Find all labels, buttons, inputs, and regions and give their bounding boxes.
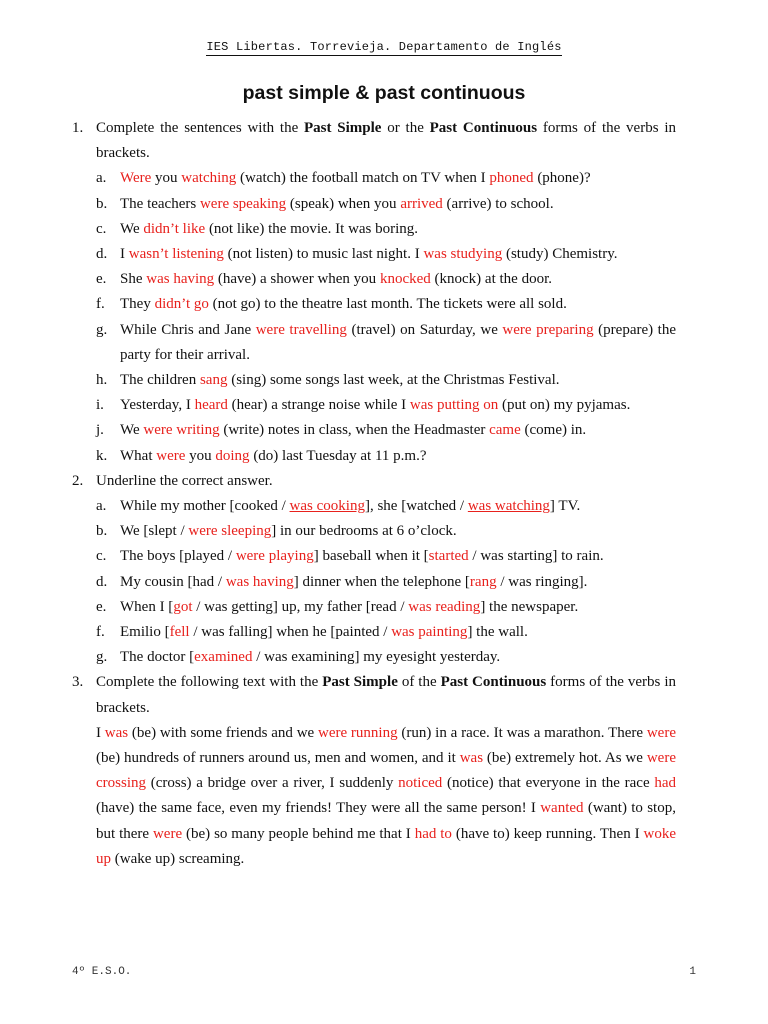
- answer-text: doing: [215, 447, 250, 464]
- sentence-text: (notice) that everyone in the race: [442, 775, 655, 792]
- answer-text: were writing: [143, 422, 220, 439]
- sentence-text: / was starting] to rain.: [468, 548, 604, 565]
- exercise-item: [96, 292, 676, 317]
- answer-text: woke up: [96, 825, 676, 867]
- answer-text: was: [459, 750, 484, 767]
- item-letter: g.: [96, 649, 108, 666]
- sentence-text: / was getting] up, my father [read /: [192, 598, 409, 615]
- instruction-text: or the: [381, 120, 430, 136]
- sentence-text: (be) hundreds of runners around us, men and women, and it: [96, 750, 460, 767]
- question-3-paragraph: [96, 721, 676, 872]
- item-sentence: [120, 519, 676, 544]
- item-sentence: [120, 595, 676, 620]
- sentence-text: ] in our bedrooms at 6 o’clock.: [271, 523, 457, 540]
- answer-text: knocked: [379, 271, 431, 288]
- item-sentence: [120, 620, 676, 645]
- sentence-text: (not listen) to music last night. I: [223, 246, 424, 263]
- answer-text: were: [152, 825, 183, 842]
- item-sentence: [120, 570, 676, 595]
- sentence-text: The children: [120, 372, 200, 389]
- sentence-text: ] the wall.: [467, 624, 528, 641]
- exercise-item: [96, 620, 676, 645]
- item-sentence: [120, 544, 676, 569]
- question-1: [72, 116, 676, 469]
- sentence-text: (be) extremely hot. As we: [483, 750, 647, 767]
- item-sentence: [120, 494, 676, 519]
- exercise-item: [96, 519, 676, 544]
- exercise-item: [96, 544, 676, 569]
- answer-text: didn’t like: [143, 220, 206, 237]
- answer-text: were crossing: [96, 750, 676, 792]
- sentence-text: (have) a shower when you: [214, 271, 380, 288]
- sentence-text: (run) in a race. It was a marathon. There: [397, 724, 647, 741]
- sentence-text: (knock) at the door.: [430, 271, 552, 288]
- answer-text: started: [428, 548, 469, 565]
- answer-text: were travelling: [255, 321, 347, 338]
- sentence-text: (hear) a strange noise while I: [227, 397, 410, 414]
- answer-text: were: [646, 724, 676, 741]
- sentence-text: (travel) on Saturday, we: [346, 321, 503, 338]
- item-sentence: [120, 393, 676, 418]
- item-letter: a.: [96, 170, 107, 187]
- item-letter: b.: [96, 523, 108, 540]
- sentence-text: / was ringing].: [496, 573, 588, 590]
- sentence-text: (speak) when you: [286, 195, 401, 212]
- item-sentence: [120, 242, 676, 267]
- header-text: IES Libertas. Torrevieja. Departamento de Inglés: [206, 40, 562, 54]
- sentence-text: ] baseball when it [: [313, 548, 429, 565]
- item-letter: d.: [96, 573, 108, 590]
- answer-text: was having: [146, 271, 215, 288]
- sentence-text: you: [185, 447, 216, 464]
- sentence-text: (not like) the movie. It was boring.: [205, 220, 419, 237]
- answer-text: were playing: [235, 548, 314, 565]
- exercise-item: [96, 217, 676, 242]
- worksheet-body: [72, 116, 676, 872]
- answer-text: had to: [414, 825, 452, 842]
- answer-text: was studying: [423, 246, 503, 263]
- footer-course: 4º E.S.O.: [72, 966, 132, 978]
- instruction-bold: Past Simple: [304, 120, 382, 136]
- sentence-text: (phone)?: [533, 170, 591, 187]
- exercise-item: [96, 368, 676, 393]
- sentence-text: While my mother [cooked /: [120, 498, 290, 515]
- sentence-text: (have to) keep running. Then I: [451, 825, 644, 842]
- sentence-text: (not go) to the theatre last month. The tickets were all sold.: [208, 296, 567, 313]
- sentence-text: (arrive) to school.: [442, 195, 554, 212]
- sentence-text: She: [120, 271, 147, 288]
- answer-text: was having: [225, 573, 294, 590]
- sentence-text: I: [120, 246, 129, 263]
- sentence-text: My cousin [had /: [120, 573, 226, 590]
- item-sentence: [120, 444, 676, 469]
- answer-text: arrived: [400, 195, 443, 212]
- sentence-text: (cross) a bridge over a river, I suddenly: [146, 775, 399, 792]
- exercise-item: [96, 393, 676, 418]
- page-header: [0, 40, 768, 54]
- exercise-item: [96, 494, 676, 519]
- exercise-item: [96, 444, 676, 469]
- question-1-items: [96, 166, 676, 468]
- sentence-text: ], she [watched /: [364, 498, 468, 515]
- item-sentence: [120, 368, 676, 393]
- sentence-text: (come) in.: [520, 422, 587, 439]
- exercise-item: [96, 418, 676, 443]
- item-letter: g.: [96, 321, 108, 338]
- item-sentence: [120, 318, 676, 368]
- item-letter: i.: [96, 397, 104, 414]
- sentence-text: They: [120, 296, 155, 313]
- worksheet-title: past simple & past continuous: [242, 82, 526, 104]
- sentence-text: Yesterday, I: [120, 397, 195, 414]
- exercise-item: [96, 595, 676, 620]
- item-letter: d.: [96, 246, 108, 263]
- item-letter: f.: [96, 624, 105, 641]
- answer-text: were running: [317, 724, 398, 741]
- sentence-text: ] dinner when the telephone [: [293, 573, 470, 590]
- item-sentence: [120, 217, 676, 242]
- sentence-text: The teachers: [120, 195, 200, 212]
- answer-text: rang: [469, 573, 497, 590]
- item-sentence: [120, 267, 676, 292]
- answer-text: examined: [194, 649, 253, 666]
- exercise-item: [96, 192, 676, 217]
- answer-text: were sleeping: [188, 523, 272, 540]
- item-sentence: [120, 192, 676, 217]
- item-sentence: [120, 292, 676, 317]
- answer-text: came: [489, 422, 521, 439]
- sentence-text: While Chris and Jane: [120, 321, 256, 338]
- sentence-text: / was examining] my eyesight yesterday.: [252, 649, 501, 666]
- item-letter: c.: [96, 548, 107, 565]
- sentence-text: (study) Chemistry.: [502, 246, 618, 263]
- instruction-text: Complete the following text with the: [96, 674, 323, 691]
- question-number: 2.: [72, 472, 84, 489]
- answer-text: was reading: [408, 598, 481, 615]
- item-letter: f.: [96, 296, 105, 313]
- question-2: [72, 469, 676, 671]
- sentence-text: We [slept /: [120, 523, 189, 540]
- item-sentence: [120, 166, 676, 191]
- answer-text: was putting on: [409, 397, 499, 414]
- sentence-text: (be) so many people behind me that I: [182, 825, 415, 842]
- question-3: [72, 670, 676, 872]
- answer-text: phoned: [489, 170, 534, 187]
- instruction-bold: Past Simple: [322, 674, 398, 691]
- question-number: 3.: [72, 674, 84, 691]
- sentence-text: (put on) my pyjamas.: [498, 397, 631, 414]
- instruction-bold: Past Continuous: [429, 120, 538, 136]
- item-letter: c.: [96, 220, 107, 237]
- exercise-item: [96, 166, 676, 191]
- page-footer: [72, 966, 696, 978]
- item-letter: h.: [96, 372, 108, 389]
- instruction-text: forms of the verbs in brackets.: [96, 674, 676, 716]
- question-3-instruction: [96, 670, 676, 720]
- item-sentence: [120, 418, 676, 443]
- answer-text: Were: [120, 170, 152, 187]
- answer-text: were: [156, 447, 186, 464]
- answer-text: had: [654, 775, 677, 792]
- answer-text: were preparing: [502, 321, 594, 338]
- sentence-text: (do) last Tuesday at 11 p.m.?: [249, 447, 427, 464]
- item-letter: b.: [96, 195, 108, 212]
- underlined-answer: was cooking: [289, 498, 365, 515]
- answer-text: noticed: [398, 775, 443, 792]
- sentence-text: you: [151, 170, 182, 187]
- instruction-text: forms of the verbs in brackets.: [96, 120, 676, 162]
- sentence-text: The doctor [: [120, 649, 195, 666]
- sentence-text: The boys [played /: [120, 548, 236, 565]
- question-1-instruction: [96, 116, 676, 166]
- answer-text: wanted: [540, 800, 584, 817]
- sentence-text: (want) to stop, but there: [96, 800, 676, 842]
- page-number: 1: [689, 966, 696, 978]
- answer-text: fell: [169, 624, 190, 641]
- exercise-item: [96, 645, 676, 670]
- question-number: 1.: [72, 120, 84, 136]
- sentence-text: What: [120, 447, 157, 464]
- exercise-item: [96, 267, 676, 292]
- answer-text: sang: [199, 372, 228, 389]
- sentence-text: We: [120, 220, 144, 237]
- answer-text: was painting: [391, 624, 468, 641]
- exercise-item: [96, 242, 676, 267]
- exercise-item: [96, 570, 676, 595]
- answer-text: was: [104, 724, 129, 741]
- answer-text: watching: [181, 170, 237, 187]
- instruction-text: of the: [397, 674, 441, 691]
- sentence-text: (write) notes in class, when the Headmaster: [219, 422, 490, 439]
- sentence-text: When I [: [120, 598, 174, 615]
- sentence-text: I: [96, 724, 105, 741]
- answer-text: wasn’t listening: [128, 246, 224, 263]
- sentence-text: ] the newspaper.: [480, 598, 579, 615]
- instruction-bold: Past Continuous: [440, 674, 547, 691]
- sentence-text: (wake up) screaming.: [111, 850, 245, 867]
- sentence-text: (be) with some friends and we: [128, 724, 318, 741]
- instruction-text: Complete the sentences with the: [96, 120, 305, 136]
- sentence-text: ] TV.: [549, 498, 581, 515]
- question-2-instruction: Underline the correct answer.: [96, 472, 273, 489]
- sentence-text: (sing) some songs last week, at the Christmas Festival.: [227, 372, 560, 389]
- item-letter: a.: [96, 498, 107, 515]
- item-letter: e.: [96, 598, 107, 615]
- answer-text: were speaking: [199, 195, 287, 212]
- sentence-text: (watch) the football match on TV when I: [236, 170, 490, 187]
- answer-text: heard: [194, 397, 228, 414]
- item-letter: k.: [96, 447, 108, 464]
- sentence-text: / was falling] when he [painted /: [189, 624, 392, 641]
- item-sentence: [120, 645, 676, 670]
- item-letter: j.: [96, 422, 104, 439]
- item-letter: e.: [96, 271, 107, 288]
- sentence-text: Emilio [: [120, 624, 170, 641]
- answer-text: didn’t go: [154, 296, 209, 313]
- answer-text: got: [173, 598, 193, 615]
- underlined-answer: was watching: [467, 498, 550, 515]
- sentence-text: (have) the same face, even my friends! They were all the same person! I: [96, 800, 541, 817]
- sentence-text: (prepare) the party for their arrival.: [120, 321, 677, 363]
- sentence-text: We: [120, 422, 144, 439]
- exercise-item: [96, 318, 676, 368]
- question-2-items: [96, 494, 676, 670]
